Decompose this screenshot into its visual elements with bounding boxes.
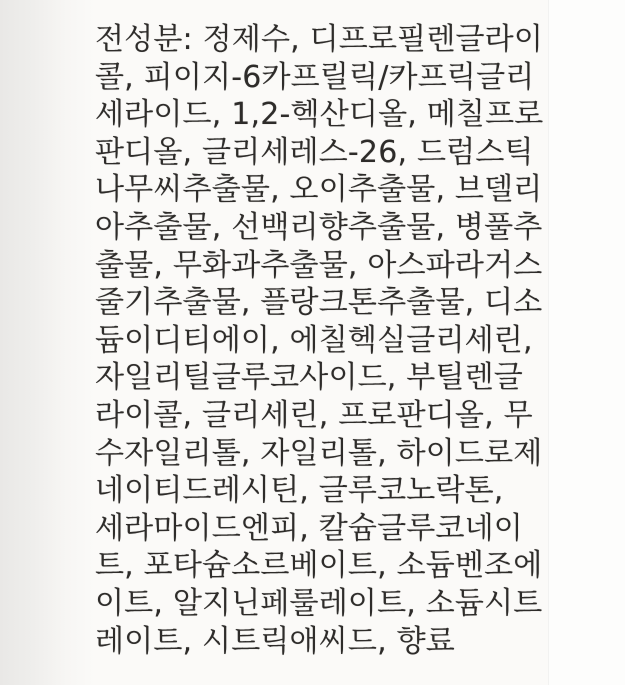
text-line-5: 아추출물, 선백리향추출물, 병풀추 [95, 209, 543, 245]
text-line-10: 라이콜, 글리세린, 프로판디올, 무 [95, 397, 533, 433]
text-line-11: 수자일리톨, 자일리톨, 하이드로제 [95, 435, 543, 471]
paper-right-edge [548, 0, 625, 685]
text-line-13: 세라마이드엔피, 칼슘글루코네이 [95, 510, 523, 546]
text-line-16: 레이트, 시트릭애씨드, 향료 [95, 623, 455, 659]
text-line-14: 트, 포타슘소르베이트, 소듐벤조에 [95, 548, 543, 584]
text-line-8: 듐이디티에이, 에칠헥실글리세린, [95, 322, 533, 358]
text-line-3: 판디올, 글리세레스-26, 드럼스틱 [95, 134, 534, 170]
text-line-6: 출물, 무화과추출물, 아스파라거스 [95, 247, 543, 283]
text-line-0: 전성분: 정제수, 디프로필렌글라이 [95, 22, 544, 57]
text-line-9: 자일리틸글루코사이드, 부틸렌글 [95, 360, 523, 396]
text-line-1: 콜, 피이지-6카프릴릭/카프릭글리 [95, 59, 535, 95]
ingredients-text-block [95, 21, 555, 660]
text-line-2: 세라이드, 1,2-헥산디올, 메칠프로 [95, 97, 544, 133]
text-line-4: 나무씨추출물, 오이추출물, 브델리 [95, 172, 543, 208]
page-left-shadow [0, 0, 95, 685]
text-line-12: 네이티드레시틴, 글루코노락톤, [95, 473, 504, 509]
text-line-15: 이트, 알지닌페룰레이트, 소듐시트 [95, 585, 543, 621]
text-line-7: 줄기추출물, 플랑크톤추출물, 디소 [95, 285, 543, 321]
